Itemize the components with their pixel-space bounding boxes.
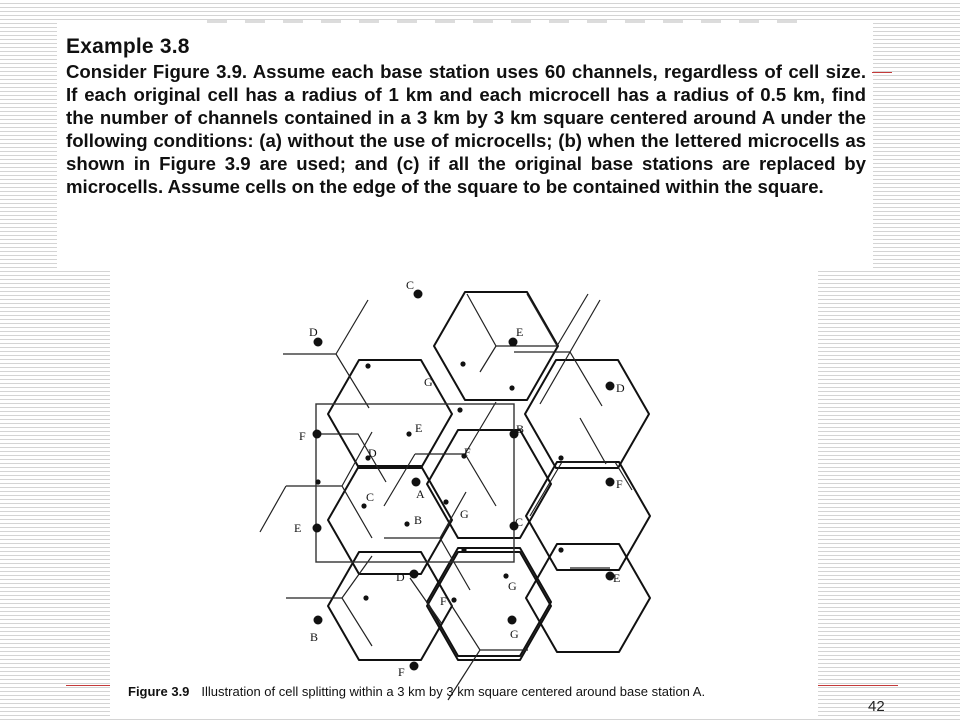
label-inner-g: G bbox=[460, 507, 469, 521]
figure-panel bbox=[110, 268, 818, 716]
large-cell-lower-right bbox=[526, 544, 650, 652]
label-left-b: B bbox=[310, 630, 319, 644]
label-top-e: E bbox=[516, 325, 524, 339]
cell-splitting-diagram bbox=[110, 268, 818, 716]
large-cell-left bbox=[328, 466, 452, 574]
micro-lines-right bbox=[514, 300, 602, 406]
label-inner-d: D bbox=[368, 446, 377, 460]
label-right-d: D bbox=[616, 381, 625, 395]
label-lower-f: F bbox=[440, 594, 447, 608]
label-right-b: B bbox=[516, 422, 525, 436]
page-number: 42 bbox=[868, 698, 885, 715]
label-inner-c: C bbox=[366, 490, 375, 504]
accent-line-top bbox=[872, 72, 892, 73]
label-inner-a: A bbox=[416, 487, 425, 501]
label-g-upper: G bbox=[424, 375, 433, 389]
label-bottom-g: G bbox=[510, 627, 519, 641]
micro-lines-center bbox=[384, 402, 496, 506]
large-cell-upper-left bbox=[328, 360, 452, 468]
label-inner-b: B bbox=[414, 513, 423, 527]
label-left-e: E bbox=[294, 521, 302, 535]
micro-lines-bottom-left bbox=[286, 556, 372, 646]
example-title: Example 3.8 bbox=[66, 35, 190, 58]
large-cell-right bbox=[526, 462, 650, 570]
label-top-c: C bbox=[406, 278, 415, 292]
label-left-f: F bbox=[299, 429, 306, 443]
label-top-d: D bbox=[309, 325, 318, 339]
label-inner-e: E bbox=[415, 421, 423, 435]
label-inner-f: F bbox=[464, 445, 471, 459]
micro-lines-right-edge bbox=[570, 418, 610, 568]
label-lower-g: G bbox=[508, 579, 517, 593]
label-lower-d: D bbox=[396, 570, 405, 584]
accent-line-bottom-left bbox=[66, 685, 110, 686]
label-right-f: F bbox=[616, 477, 623, 491]
problem-statement: Consider Figure 3.9. Assume each base station uses 60 channels, regardless of cell size. If each original cell has a radius of 1 km and each microcell has a radius of 0.5 km, find the number of channels contained in a 3 km by 3 km square centered around A under the following conditions: (a) without the use of microcells; (b) when the lettered microcells as shown in Figure 3.9 are used; and (c) if all the original base stations are replaced by microcells. Assume cells on the edge of the square to be contained within the square. bbox=[66, 61, 866, 197]
accent-line-bottom-right bbox=[818, 685, 898, 686]
label-right-c: C bbox=[515, 515, 524, 529]
figure-caption-text: Illustration of cell splitting within a 3 km by 3 km square centered around base station A. bbox=[201, 684, 706, 699]
large-cell-upper-right bbox=[525, 360, 649, 468]
scan-artifact bbox=[207, 20, 807, 23]
figure-caption bbox=[128, 684, 705, 699]
large-cell-center bbox=[427, 430, 551, 538]
figure-caption-label: Figure 3.9 bbox=[128, 684, 190, 699]
problem-text-block bbox=[57, 20, 873, 268]
label-bottom-f: F bbox=[398, 665, 405, 679]
label-right-e: E bbox=[613, 571, 621, 585]
